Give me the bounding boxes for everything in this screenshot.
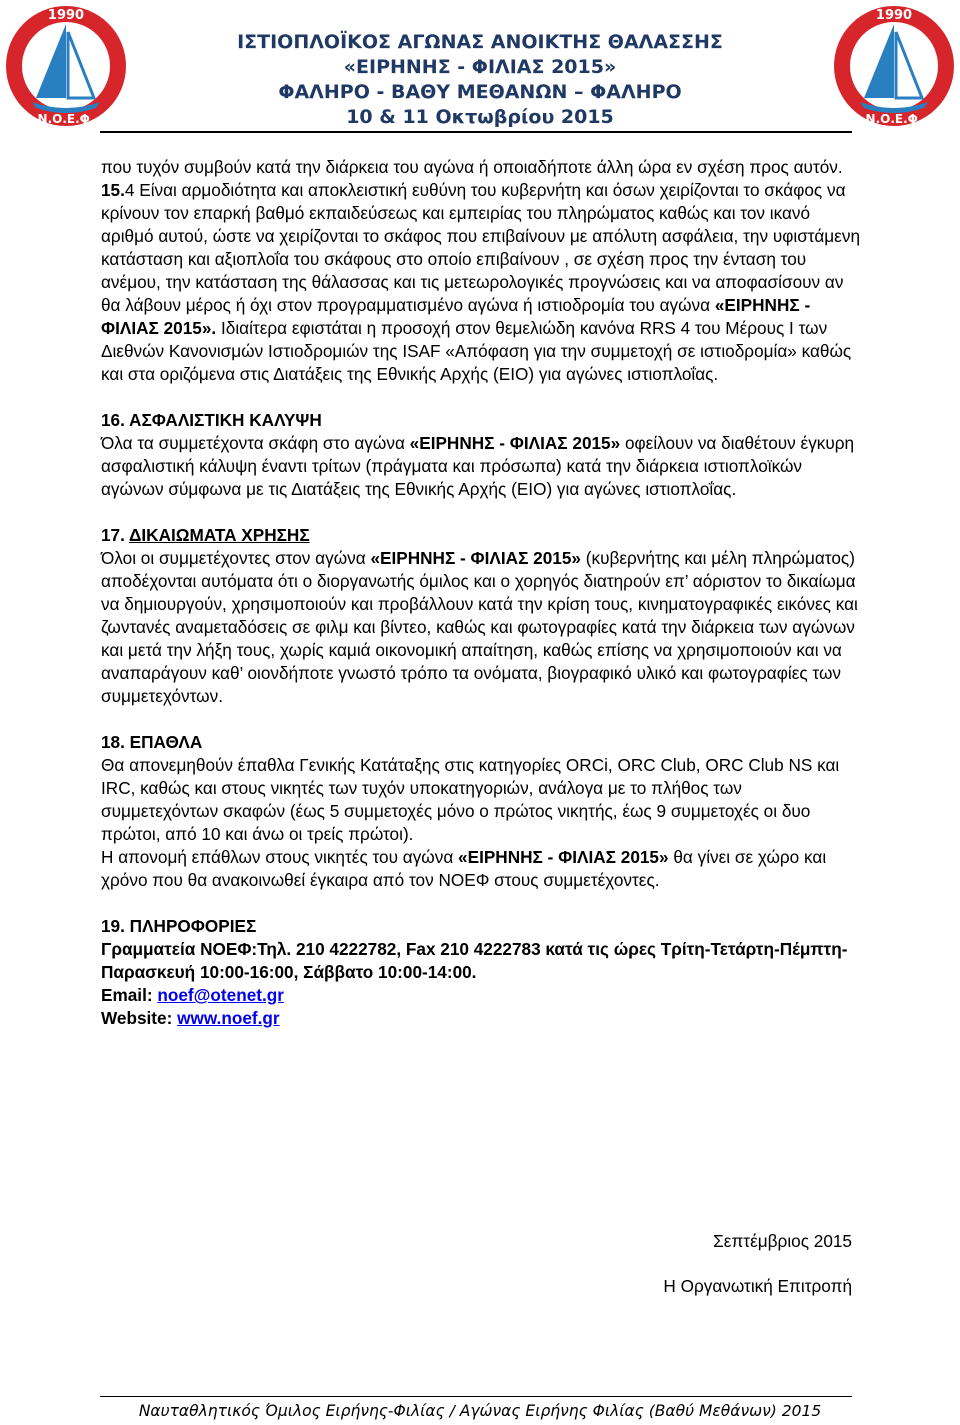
race-name: «ΕΙΡΗΝΗΣ - ΦΙΛΙΑΣ 2015» <box>409 433 621 453</box>
noef-logo <box>830 2 958 130</box>
title-line-2: «ΕΙΡΗΝΗΣ - ΦΙΛΙΑΣ 2015» <box>343 56 617 78</box>
paragraph-14-continued: που τυχόν συμβούν κατά την διάρκεια του αγώνα ή οποιαδήποτε άλλη ώρα εν σχέση προς αυτόν. <box>101 157 843 177</box>
header-divider <box>100 131 852 133</box>
section-18-text: Θα απονεμηθούν έπαθλα Γενικής Κατάταξης στις κατηγορίες ORCi, ORC Club, ORC Club NS και IRC, καθώς και στους νικητές των τυχόν υποκατηγοριών, ανάλογα με το πλήθος των συμμετεχόντων σκαφών (έως 5 συμμετοχές μόνο ο πρώτος νικητής, έως 9 συμμετοχές οι δυο πρώτοι, από 10 και άνω οι τρείς πρώτοι). <box>101 755 840 844</box>
email-link[interactable]: noef@otenet.gr <box>157 985 284 1005</box>
logo-year: 1990 <box>875 8 913 23</box>
logo-initials: Ν.Ο.Ε.Φ. <box>37 112 95 126</box>
event-title <box>150 30 810 130</box>
paragraph-15-number: 15. <box>101 180 125 200</box>
title-line-1: ΙΣΤΙΟΠΛΟΪΚΟΣ ΑΓΩΝΑΣ ΑΝΟΙΚΤΗΣ ΘΑΛΑΣΣΗΣ <box>237 31 723 53</box>
race-name: «ΕΙΡΗΝΗΣ - ΦΙΛΙΑΣ 2015» <box>370 548 581 568</box>
section-16-text: Όλα τα συμμετέχοντα σκάφη στο αγώνα «ΕΙΡΗΝΗΣ - ΦΙΛΙΑΣ 2015» οφείλουν να διαθέτουν έγκυρη ασφαλιστική κάλυψη έναντι τρίτων (πράγματα και πρόσωπα) κατά την διάρκεια ιστιοπλοϊκών αγώνων σύμφωνα με τις Διατάξεις της Εθνικής Αρχής (ΕΙΟ) για αγώνες ιστιοπλοΐας. <box>101 433 855 499</box>
section-18-heading: 18. ΕΠΑΘΛΑ <box>101 732 203 752</box>
footer-divider <box>100 1396 852 1397</box>
signature-date: Σεπτέμβριος 2015 <box>713 1231 852 1251</box>
section-19-heading: 19. ΠΛΗΡΟΦΟΡΙΕΣ <box>101 916 257 936</box>
race-name: «ΕΙΡΗΝΗΣ - ΦΙΛΙΑΣ 2015». <box>101 295 811 338</box>
page-footer: Ναυταθλητικός Όμιλος Ειρήνης-Φιλίας / Αγώνας Ειρήνης Φιλίας (Βαθύ Μεθάνων) 2015 <box>138 1402 822 1420</box>
section-18-text-2: Η απονομή επάθλων στους νικητές του αγώνα «ΕΙΡΗΝΗΣ - ΦΙΛΙΑΣ 2015» θα γίνει σε χώρο και χρόνο που θα ανακοινωθεί έγκαιρα από τον ΝΟΕΦ στους συμμετέχοντες. <box>101 847 827 890</box>
title-line-4: 10 & 11 Οκτωβρίου 2015 <box>346 106 614 128</box>
contact-info: Γραμματεία ΝΟΕΦ:Τηλ. 210 4222782, Fax 210 4222783 κατά τις ώρες Τρίτη-Τετάρτη-Πέμπτη-Παρασκευή 10:00-16:00, Σάββατο 10:00-14:00. <box>101 939 848 982</box>
section-17-text: Όλοι οι συμμετέχοντες στον αγώνα «ΕΙΡΗΝΗΣ - ΦΙΛΙΑΣ 2015» (κυβερνήτης και μέλη πληρώματος) αποδέχονται αυτόματα ότι ο διοργανωτής όμιλος και ο χορηγός διατηρούν επ’ αόριστον το δικαίωμα να δημιουργούν, χρησιμοποιούν και προβάλλουν κατά την κρίση τους, κινηματογραφικές εικόνες και ζωντανές αναμεταδόσεις σε φιλμ και βίντεο, καθώς και φωτογραφίες κατά την διάρκεια των αγώνων και μετά την λήξη τους, χωρίς καμιά οικονομική απαίτηση, καθώς επίσης να χρησιμοποιούν και να αναπαράγουν καθ’ οιονδήποτε γνωστό τρόπο τα ονόματα, βιογραφικό υλικό και φωτογραφίες των συμμετεχόντων. <box>101 548 858 706</box>
paragraph-15: 15.4 Είναι αρμοδιότητα και αποκλειστική ευθύνη του κυβερνήτη και όσων χειρίζονται το σκάφος να κρίνουν τον επαρκή βαθμό εκπαιδεύσεως και εμπειρίας του πληρώματος καθώς και τον ικανό αριθμό αυτού, ώστε να χειρίζονται το σκάφος που επιβαίνουν με απόλυτη ασφάλεια, την υφιστάμενη κατάσταση και αξιοπλοΐα του σκάφους στο οποίο επιβαίνουν , σε σχέση προς την ένταση του ανέμου, την κατάσταση της θάλασσας και τις μετεωρολογικές προγνώσεις και να αποφασίσουν αν θα λάβουν μέρος ή όχι στον προγραμματισμένο αγώνα ή ιστιοδρομία του αγώνα «ΕΙΡΗΝΗΣ - ΦΙΛΙΑΣ 2015». Ιδιαίτερα εφιστάται η προσοχή στον θεμελιώδη κανόνα RRS 4 του Μέρους Ι των Διεθνών Κανονισμών Ιστιοδρομιών της ISAF «Απόφαση για την συμμετοχή σε ιστιοδρομία» καθώς και στα οριζόμενα στις Διατάξεις της Εθνικής Αρχής (ΕΙΟ) για αγώνες ιστιοπλοΐας. <box>101 180 861 384</box>
race-name: «ΕΙΡΗΝΗΣ - ΦΙΛΙΑΣ 2015» <box>458 847 669 867</box>
website-row: Website: www.noef.gr <box>101 1008 280 1028</box>
title-line-3: ΦΑΛΗΡΟ - ΒΑΘΥ ΜΕΘΑΝΩΝ – ΦΑΛΗΡΟ <box>278 81 682 103</box>
signature-committee: Η Οργανωτική Επιτροπή <box>663 1276 852 1296</box>
logo-year: 1990 <box>47 8 85 23</box>
email-row: Email: noef@otenet.gr <box>101 985 284 1005</box>
document-body <box>101 156 861 1030</box>
section-17-heading: 17. ΔΙΚΑΙΩΜΑΤΑ ΧΡΗΣΗΣ <box>101 525 310 545</box>
noef-logo <box>2 2 130 130</box>
section-16-heading: 16. ΑΣΦΑΛΙΣΤΙΚΗ ΚΑΛΥΨΗ <box>101 410 322 430</box>
page-header <box>0 0 960 135</box>
logo-initials: Ν.Ο.Ε.Φ. <box>865 112 923 126</box>
website-link[interactable]: www.noef.gr <box>177 1008 280 1028</box>
